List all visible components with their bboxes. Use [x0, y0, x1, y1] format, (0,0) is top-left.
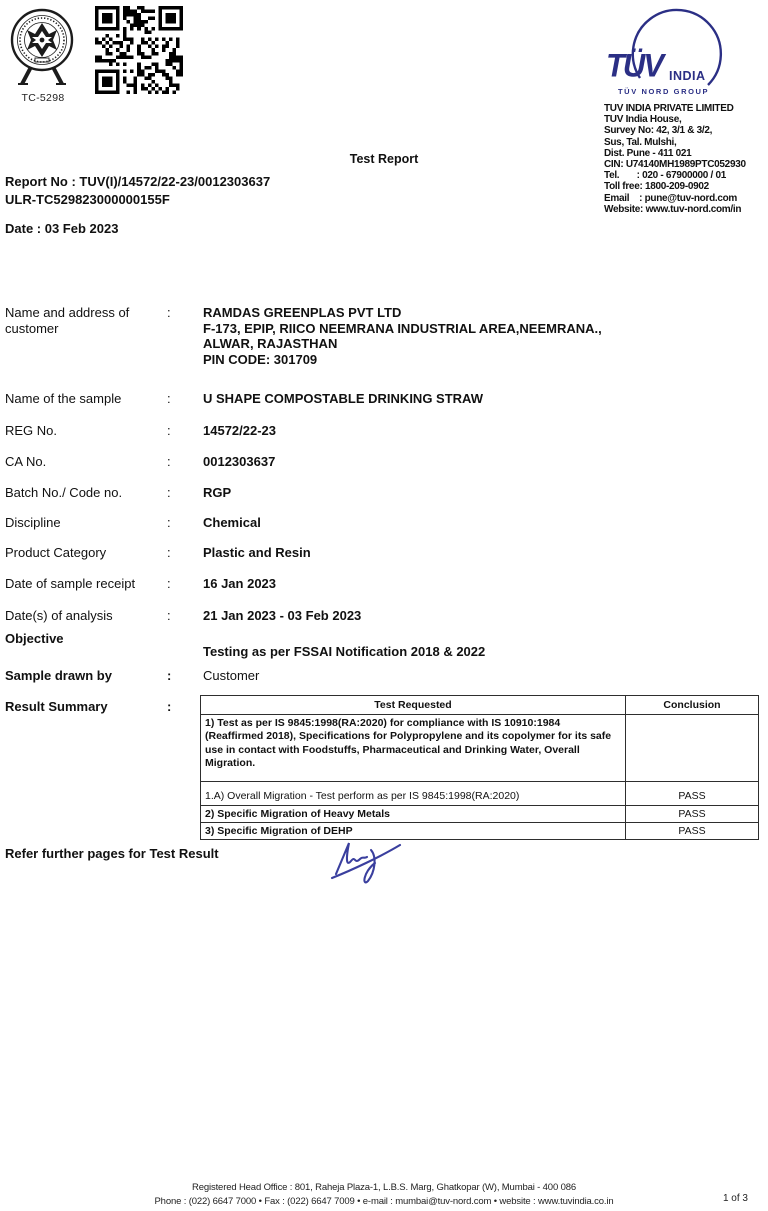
report-number: Report No : TUV(I)/14572/22-23/0012303637: [5, 174, 271, 189]
field-value: Plastic and Resin: [203, 545, 311, 560]
field-row: [5, 423, 760, 439]
company-address-line: TUV INDIA PRIVATE LIMITED: [604, 103, 734, 114]
field-label: Discipline: [5, 515, 61, 530]
report-date: Date : 03 Feb 2023: [5, 221, 119, 236]
company-address-line: Toll free: 1800-209-0902: [604, 181, 709, 193]
field-separator: [167, 631, 203, 660]
field-row: [5, 515, 760, 531]
field-label: Name of the sample: [5, 391, 122, 406]
field-separator: :: [167, 699, 172, 714]
field-label: Batch No./ Code no.: [5, 485, 123, 500]
field-separator: :: [167, 454, 171, 469]
field-row: [5, 391, 760, 407]
field-label: REG No.: [5, 423, 58, 438]
field-separator: :: [167, 305, 171, 320]
company-address-line: Sus, Tal. Mulshi,: [604, 136, 677, 148]
table-header-row: [201, 696, 759, 715]
company-address-line: Survey No: 42, 3/1 & 3/2,: [604, 125, 713, 137]
field-label: Date of sample receipt: [5, 576, 136, 591]
field-value: 21 Jan 2023 - 03 Feb 2023: [203, 608, 362, 623]
company-address-line: Dist. Pune - 411 021: [604, 147, 692, 159]
field-row: [5, 454, 760, 470]
field-separator: :: [167, 608, 171, 623]
page-title: Test Report: [349, 152, 419, 166]
field-row: [5, 668, 760, 684]
field-label: Name and address of customer: [5, 305, 130, 336]
refer-note: Refer further pages for Test Result: [5, 846, 219, 861]
field-value: U SHAPE COMPOSTABLE DRINKING STRAW: [203, 391, 483, 406]
result-summary-table: [200, 695, 759, 840]
test-requested-cell: 3) Specific Migration of DEHP: [201, 822, 626, 839]
field-label: Date(s) of analysis: [5, 608, 113, 623]
table-row: [201, 822, 759, 839]
ulr-number: ULR-TC529823000000155F: [5, 192, 170, 207]
field-value: 14572/22-23: [203, 423, 277, 438]
field-value: 0012303637: [203, 454, 276, 469]
field-value: RAMDAS GREENPLAS PVT LTD F-173, EPIP, RIICO NEEMRANA INDUSTRIAL AREA,NEEMRANA., ALWAR, RAJASTHAN PIN CODE: 301709: [203, 305, 602, 367]
column-header-test-requested: Test Requested: [201, 696, 626, 715]
field-value: Customer: [203, 668, 260, 683]
field-separator: :: [167, 391, 171, 406]
conclusion-cell: PASS: [626, 781, 759, 805]
field-row: [5, 576, 760, 592]
company-address-line: Email : pune@tuv-nord.com: [604, 192, 738, 204]
field-label: Result Summary: [5, 699, 108, 714]
field-separator: :: [167, 576, 171, 591]
test-requested-cell: 2) Specific Migration of Heavy Metals: [201, 805, 626, 822]
page-number: 1 of 3: [722, 1193, 748, 1204]
company-address-line: Website: www.tuv-nord.com/in: [604, 203, 742, 215]
field-row: [5, 305, 760, 367]
conclusion-cell: [626, 715, 759, 782]
conclusion-cell: PASS: [626, 822, 759, 839]
field-label: Product Category: [5, 545, 107, 560]
signature-icon: [328, 832, 406, 888]
field-row: [5, 485, 760, 501]
field-value: Chemical: [203, 515, 261, 530]
tuv-wordmark: TÜV: [606, 47, 662, 84]
footer-contact-line: Phone : (022) 6647 7000 • Fax : (022) 6647 7009 • e-mail : mumbai@tuv-nord.com • website : www.tuvindia.co.in: [154, 1195, 614, 1207]
field-row: [5, 545, 760, 561]
nabl-accreditation-seal: [4, 4, 82, 104]
field-value: Testing as per FSSAI Notification 2018 & 2022: [203, 644, 486, 659]
table-row: [201, 781, 759, 805]
column-header-conclusion: Conclusion: [626, 696, 759, 715]
field-separator: :: [167, 668, 172, 683]
footer-address-line: Registered Head Office : 801, Raheja Plaza-1, L.B.S. Marg, Ghatkopar (W), Mumbai - 400 086: [192, 1182, 576, 1193]
seal-code: TC-5298: [21, 92, 65, 104]
field-label: Sample drawn by: [5, 668, 112, 683]
signature-scribble: [328, 832, 406, 893]
tuv-logo: [602, 2, 764, 98]
field-separator: :: [167, 545, 171, 560]
field-separator: :: [167, 485, 171, 500]
field-row: [5, 631, 760, 660]
conclusion-cell: PASS: [626, 805, 759, 822]
test-requested-cell: 1) Test as per IS 9845:1998(RA:2020) for compliance with IS 10910:1984 (Reaffirmed 2018), Specifications for Polypropylene and its copolymer for its safe use in contact with Foodstuffs, Pharmaceutical and Drinking Water, Overall Migration.: [201, 715, 626, 782]
field-label: CA No.: [5, 454, 47, 469]
field-separator: :: [167, 423, 171, 438]
qr-code-icon: [95, 6, 183, 94]
field-row: [5, 608, 760, 624]
table-row: [201, 715, 759, 782]
footer: [0, 1181, 768, 1208]
test-requested-cell: 1.A) Overall Migration - Test perform as per IS 9845:1998(RA:2020): [201, 781, 626, 805]
seal-icon: [5, 4, 81, 86]
table-row: [201, 805, 759, 822]
field-value: RGP: [203, 485, 232, 500]
company-address-line: CIN: U74140MH1989PTC052930: [604, 159, 746, 171]
field-label: Objective: [5, 631, 64, 646]
field-value: 16 Jan 2023: [203, 576, 277, 591]
company-address-line: Tel. : 020 - 67900000 / 01: [604, 170, 726, 182]
field-separator: :: [167, 515, 171, 530]
tuv-group-label: TÜV NORD GROUP: [618, 87, 710, 96]
company-address-line: TUV India House,: [604, 114, 682, 126]
tuv-region-label: INDIA: [669, 69, 706, 83]
